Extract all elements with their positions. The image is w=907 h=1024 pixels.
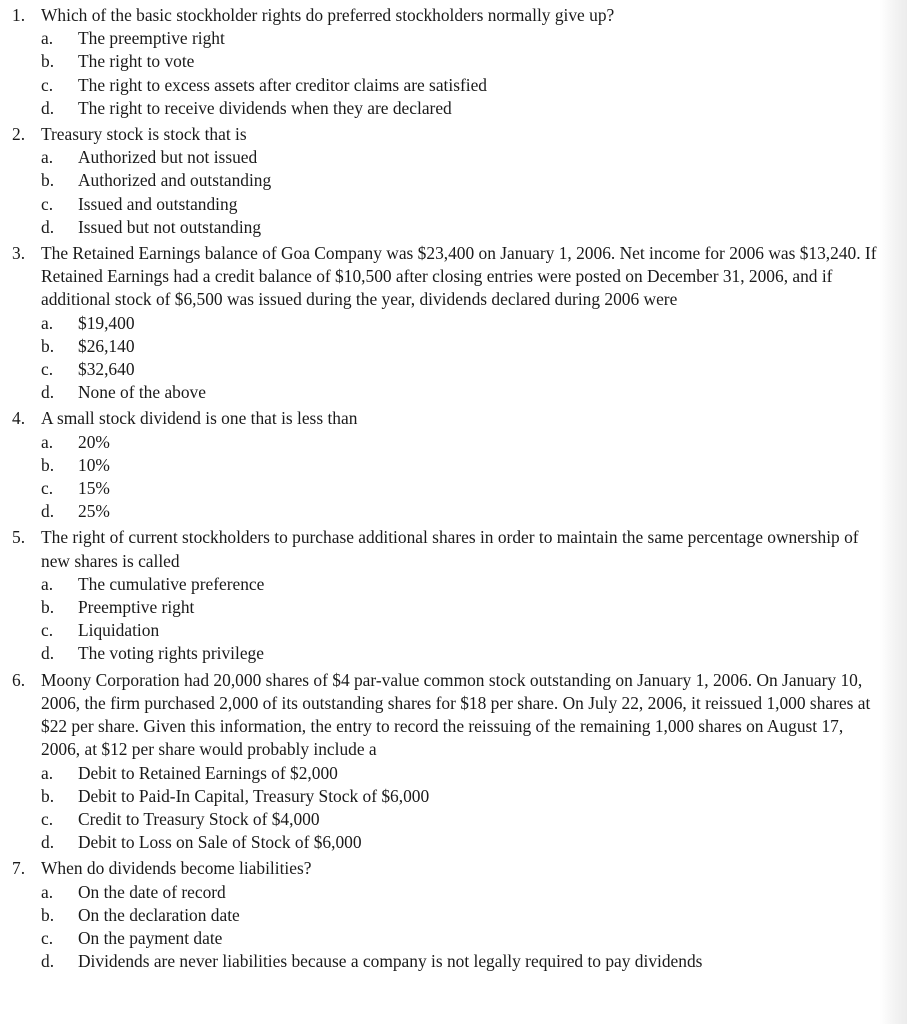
option-letter: b. [41, 335, 55, 356]
option-letter: c. [41, 808, 54, 829]
question-text: A small stock dividend is one that is less than [41, 408, 358, 429]
option-letter: c. [41, 927, 54, 948]
option-a [41, 573, 890, 596]
question-text: The Retained Earnings balance of Goa Company was $23,400 on January 1, 2006. Net income for 2006 was $13,240. If Retained Earnings had a credit balance of $10,500 after closing entries were posted on December 31, 2006, and if additional stock of $6,500 was issued during the year, dividends declared during 2006 were [41, 243, 877, 310]
option-letter: a. [41, 881, 54, 902]
option-letter: d. [41, 501, 55, 522]
option-b [41, 169, 890, 192]
option-d [41, 831, 890, 854]
question-5 [0, 526, 890, 665]
question-text: Which of the basic stockholder rights do preferred stockholders normally give up? [41, 5, 615, 25]
option-text: The cumulative preference [78, 573, 265, 594]
question-6 [0, 669, 890, 855]
option-b [41, 454, 890, 477]
option-c [41, 74, 890, 97]
question-text: Treasury stock is stock that is [41, 124, 247, 145]
option-letter: a. [41, 762, 54, 783]
option-a [41, 762, 890, 785]
option-text: Issued but not outstanding [78, 216, 262, 237]
option-c [41, 619, 890, 642]
question-number: 5. [12, 527, 26, 548]
option-c [41, 808, 890, 831]
option-letter: a. [41, 147, 54, 168]
question-number: 3. [12, 243, 26, 264]
question-text: When do dividends become liabilities? [41, 858, 312, 879]
option-text: Liquidation [78, 620, 160, 641]
option-letter: a. [41, 431, 54, 452]
question-4 [0, 407, 890, 523]
option-letter: a. [41, 28, 54, 49]
option-letter: d. [41, 216, 55, 237]
option-text: Credit to Treasury Stock of $4,000 [78, 808, 320, 829]
option-letter: b. [41, 170, 55, 191]
option-text: $19,400 [78, 312, 135, 333]
option-letter: b. [41, 454, 55, 475]
question-1 [0, 4, 890, 120]
option-letter: d. [41, 951, 55, 972]
option-a [41, 431, 890, 454]
option-letter: a. [41, 573, 54, 594]
question-2 [0, 123, 890, 239]
question-sheet [0, 4, 890, 973]
option-b [41, 596, 890, 619]
question-7 [0, 857, 890, 973]
option-d [41, 381, 890, 404]
option-letter: b. [41, 904, 55, 925]
option-text: Issued and outstanding [78, 193, 238, 214]
option-text: On the declaration date [78, 904, 240, 925]
option-letter: d. [41, 382, 55, 403]
question-text: The right of current stockholders to purchase additional shares in order to maintain the same percentage ownership of new shares is called [41, 527, 859, 571]
option-a [41, 312, 890, 335]
option-a [41, 27, 890, 50]
option-text: Dividends are never liabilities because a company is not legally required to pay dividends [78, 951, 703, 972]
option-text: $32,640 [78, 359, 135, 380]
option-text: Debit to Loss on Sale of Stock of $6,000 [78, 832, 362, 853]
option-b [41, 904, 890, 927]
option-text: 10% [78, 454, 110, 475]
option-text: The right to vote [78, 51, 195, 72]
option-b [41, 50, 890, 73]
option-a [41, 881, 890, 904]
option-letter: a. [41, 312, 54, 333]
option-b [41, 335, 890, 358]
option-d [41, 642, 890, 665]
option-letter: c. [41, 620, 54, 641]
option-c [41, 358, 890, 381]
option-text: On the payment date [78, 927, 223, 948]
option-text: Preemptive right [78, 597, 195, 618]
question-number: 4. [12, 408, 26, 429]
option-letter: d. [41, 97, 55, 118]
question-number: 6. [12, 669, 26, 690]
option-letter: d. [41, 643, 55, 664]
option-text: $26,140 [78, 335, 135, 356]
option-text: The voting rights privilege [78, 643, 264, 664]
option-letter: b. [41, 597, 55, 618]
option-d [41, 500, 890, 523]
option-text: Authorized and outstanding [78, 170, 272, 191]
option-letter: b. [41, 785, 55, 806]
option-d [41, 950, 890, 973]
option-text: Debit to Retained Earnings of $2,000 [78, 762, 338, 783]
question-number: 2. [12, 124, 26, 145]
option-letter: c. [41, 74, 54, 95]
question-number: 1. [12, 5, 26, 25]
option-letter: d. [41, 832, 55, 853]
option-text: 15% [78, 478, 110, 499]
option-text: 25% [78, 501, 110, 522]
option-letter: c. [41, 359, 54, 380]
option-text: The preemptive right [78, 28, 225, 49]
option-c [41, 927, 890, 950]
option-text: Debit to Paid-In Capital, Treasury Stock of $6,000 [78, 785, 430, 806]
option-b [41, 785, 890, 808]
option-text: The right to receive dividends when they are declared [78, 97, 452, 118]
option-text: On the date of record [78, 881, 226, 902]
option-c [41, 477, 890, 500]
option-letter: c. [41, 193, 54, 214]
option-text: 20% [78, 431, 110, 452]
option-text: Authorized but not issued [78, 147, 258, 168]
option-text: The right to excess assets after creditor claims are satisfied [78, 74, 488, 95]
question-3 [0, 242, 890, 404]
option-letter: b. [41, 51, 55, 72]
option-c [41, 193, 890, 216]
question-number: 7. [12, 858, 26, 879]
option-text: None of the above [78, 382, 206, 403]
option-d [41, 97, 890, 120]
option-a [41, 146, 890, 169]
question-text: Moony Corporation had 20,000 shares of $4 par-value common stock outstanding on January 1, 2006. On January 10, 2006, the firm purchased 2,000 of its outstanding shares for $18 per share. On July 22, 2006, it reissued 1,000 shares at $22 per share. Given this information, the entry to record the reissuing of the remaining 1,000 shares on August 17, 2006, at $12 per share would probably include a [41, 669, 871, 760]
option-letter: c. [41, 478, 54, 499]
option-d [41, 216, 890, 239]
